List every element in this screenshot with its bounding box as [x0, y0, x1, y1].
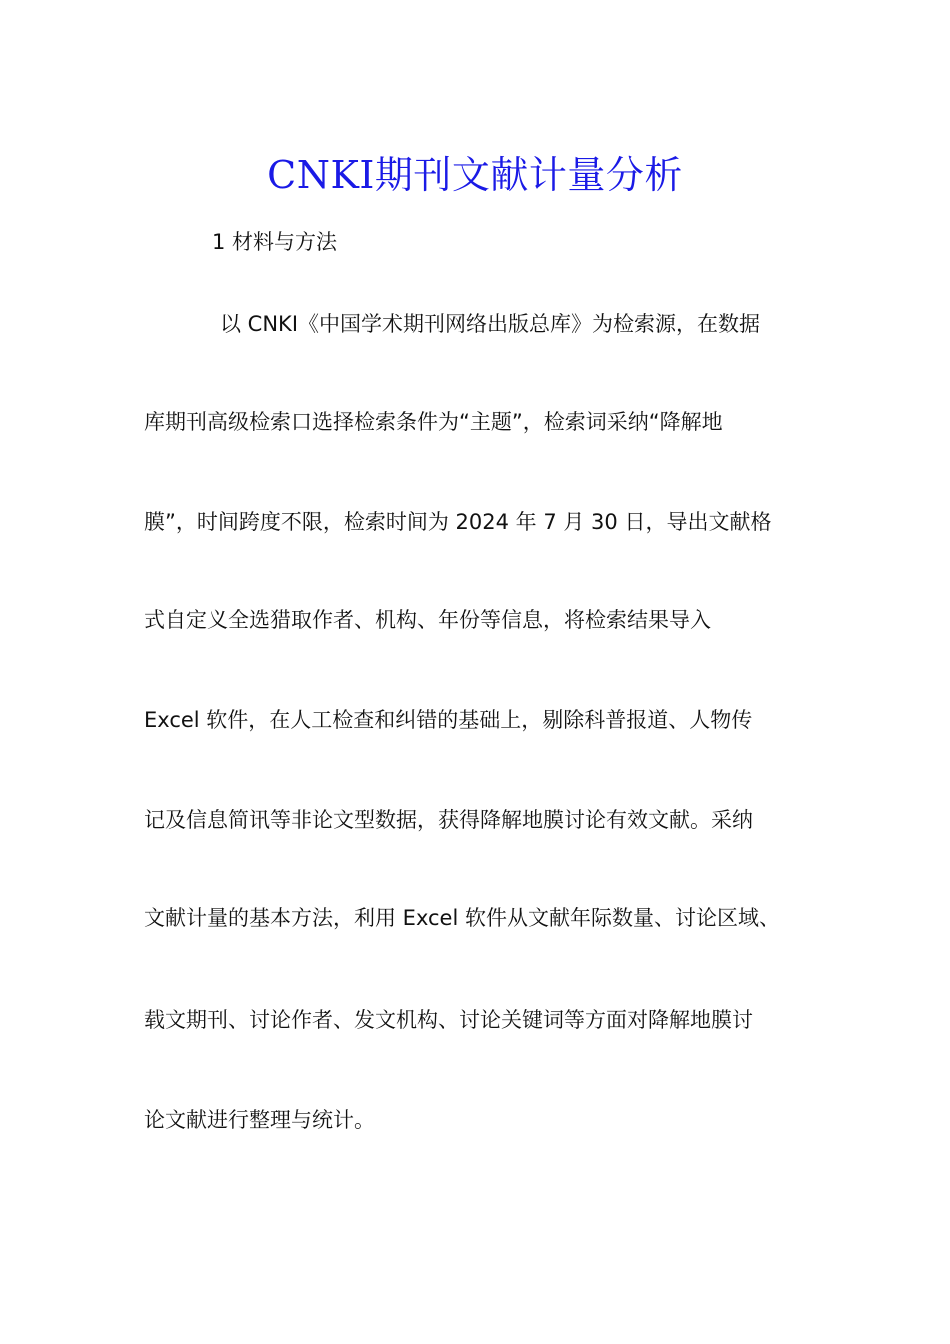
- paragraph-line: 膜”，时间跨度不限，检索时间为 2024 年 7 月 30 日，导出文献格: [144, 510, 772, 534]
- paragraph-line: 式自定义全选猎取作者、机构、年份等信息，将检索结果导入: [144, 608, 711, 632]
- paragraph-line: Excel 软件，在人工检查和纠错的基础上，剔除科普报道、人物传: [144, 708, 753, 732]
- document-title: CNKI期刊文献计量分析: [267, 153, 683, 198]
- paragraph-line: 论文献进行整理与统计。: [144, 1108, 375, 1132]
- paragraph-line: 载文期刊、讨论作者、发文机构、讨论关键词等方面对降解地膜讨: [144, 1008, 753, 1032]
- section-heading: 1 材料与方法: [212, 230, 338, 254]
- paragraph-line: 以 CNKI《中国学术期刊网络出版总库》为检索源，在数据: [220, 312, 761, 336]
- paragraph-line: 文献计量的基本方法，利用 Excel 软件从文献年际数量、讨论区域、: [144, 906, 780, 930]
- paragraph-line: 库期刊高级检索口选择检索条件为“主题”，检索词采纳“降解地: [144, 410, 723, 434]
- paragraph-line: 记及信息简讯等非论文型数据，获得降解地膜讨论有效文献。采纳: [144, 808, 753, 832]
